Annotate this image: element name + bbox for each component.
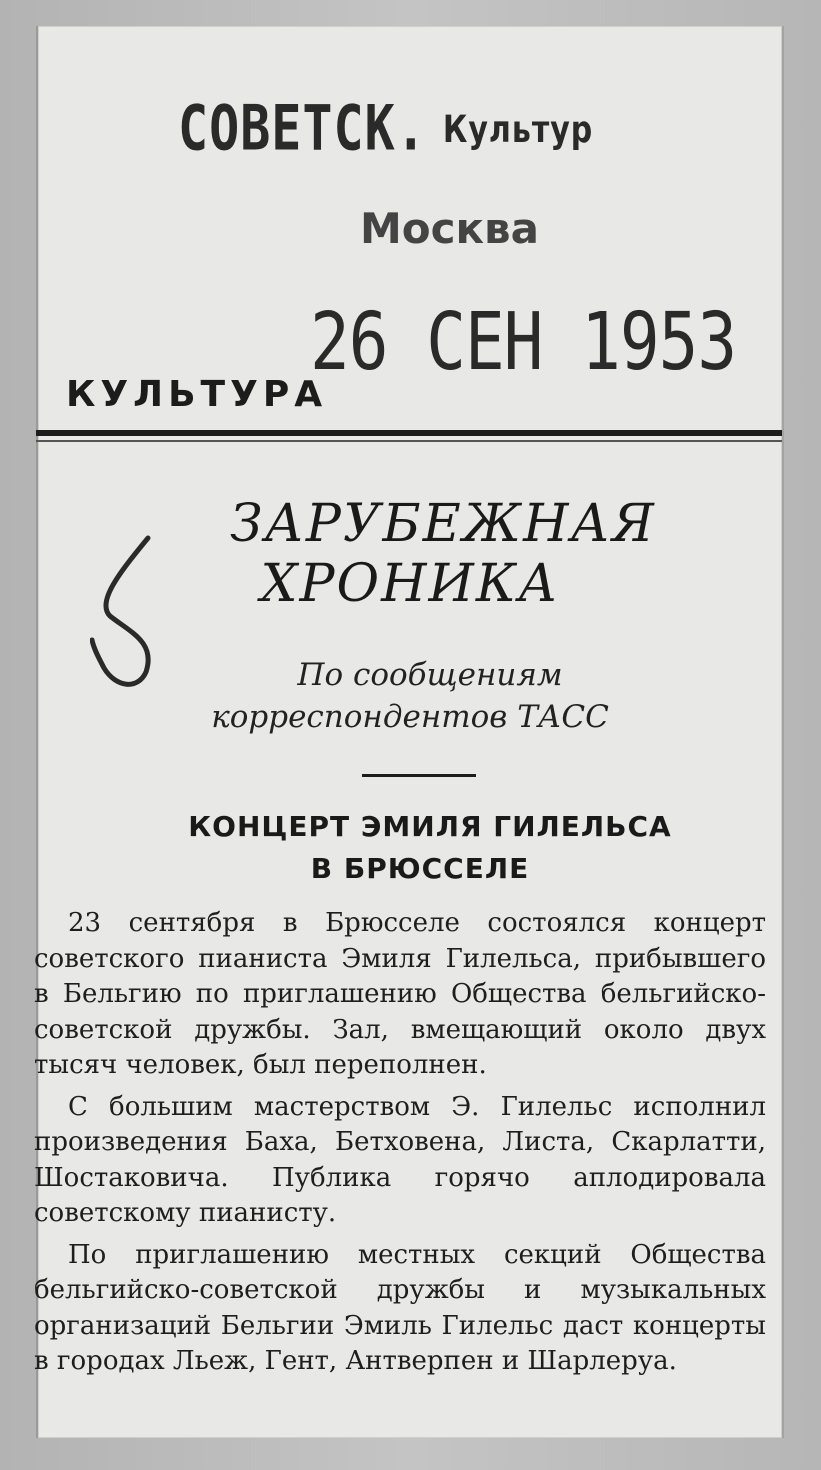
paragraph: С большим мастерством Э. Гилельс исполнил произведения Баха, Бетховена, Листа, Скарлатти, Шостаковича. Публика горячо аплодировала советскому пианисту. (34, 1091, 766, 1228)
newspaper-clipping (36, 26, 784, 1438)
rubric-subtitle (38, 654, 782, 738)
section-rule-thin (36, 440, 782, 442)
rubric-title (38, 494, 782, 614)
divider (362, 774, 476, 777)
paragraph: По приглашению местных секций Общества бельгийско-советской дружбы и музыкальных организаций Бельгии Эмиль Гилельс даст концерты в городах Льеж, Гент, Антверпен и Шарлеруа. (34, 1239, 766, 1376)
stamp-city: Москва (360, 204, 539, 253)
rubric-sub-line-2: корреспондентов ТАСС (211, 699, 609, 735)
paragraph: 23 сентября в Брюсселе состоялся концерт советского пианиста Эмиля Гилельса, прибывшего в Бельгию по приглашению Общества бельгийско-советской дружбы. Зал, вмещающий около двух тысяч человек, был переполнен. (34, 908, 766, 1080)
stamp-date: 26 СЕН 1953 (310, 296, 737, 389)
source-stamp (178, 92, 593, 165)
rubric-line-2: ХРОНИКА (260, 554, 560, 614)
headline-line-2: В БРЮССЕЛЕ (310, 852, 530, 885)
section-title: КУЛЬТУРА (66, 374, 328, 415)
rubric-sub-line-1: По сообщениям (297, 657, 563, 693)
section-rule (36, 430, 782, 436)
stamp-newspaper-name: СОВЕТСК. (178, 92, 427, 165)
stamp-newspaper-name-small: Культур (442, 108, 594, 152)
article-headline (38, 806, 782, 890)
rubric-line-1: ЗАРУБЕЖНАЯ (230, 494, 656, 554)
article-body (34, 906, 766, 1386)
headline-line-1: КОНЦЕРТ ЭМИЛЯ ГИЛЕЛЬСА (188, 810, 672, 843)
